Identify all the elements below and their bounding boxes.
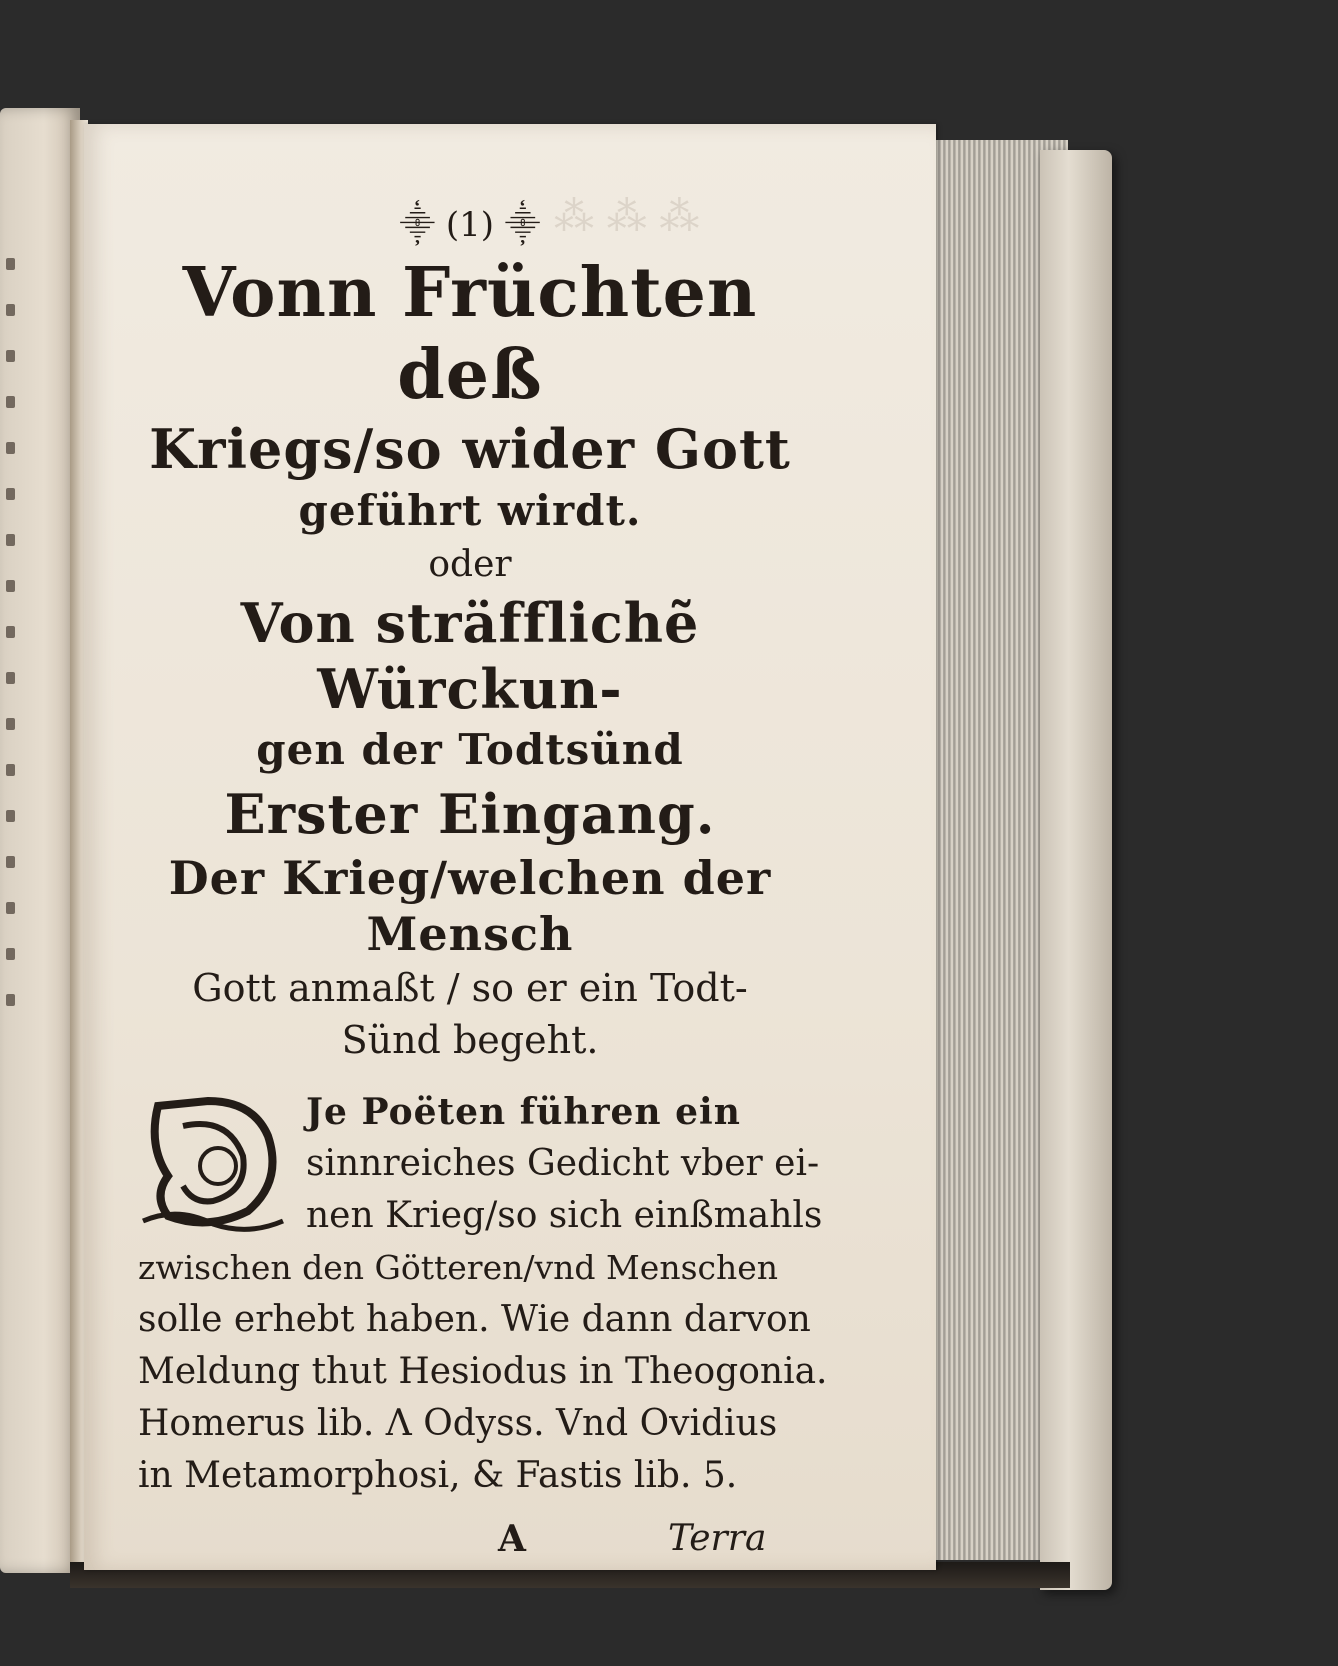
body-line-1: Je Poëten führen ein xyxy=(306,1091,741,1133)
body-line-3: nen Krieg/so sich einßmahls xyxy=(306,1195,823,1236)
back-cover-edge xyxy=(1040,150,1112,1590)
left-page-edge xyxy=(0,108,80,1573)
page-number-row xyxy=(138,200,802,246)
page-footer xyxy=(138,1518,802,1578)
title-line-2: Kriegs/so wider Gott xyxy=(149,417,791,481)
ornament-right-icon: ⸎ xyxy=(504,205,541,245)
subtitle-line-3: Sünd begeht. xyxy=(341,1018,599,1062)
chapter-heading: Erster Eingang. xyxy=(224,782,716,846)
body-line-4: zwischen den Götteren/vnd Menschen xyxy=(138,1248,779,1287)
body-line-8: in Metamorphosi, & Fastis lib. 5. xyxy=(138,1455,738,1496)
body-line-7: Homerus lib. Λ Odyss. Vnd Ovidius xyxy=(138,1403,778,1444)
subtitle-line-1: Der Krieg/welchen der Mensch xyxy=(168,851,772,961)
left-page-text-fragments xyxy=(6,258,26,1040)
ornamental-d-icon xyxy=(138,1086,288,1236)
page-number: (1) xyxy=(445,205,495,245)
decorated-initial xyxy=(138,1086,288,1236)
ornament-left-icon: ⸎ xyxy=(399,205,436,245)
show-through-text: ⁂ ⁂ ⁂ xyxy=(554,194,700,240)
title-line-6: gen der Todtsünd xyxy=(256,725,684,774)
body-line-2: sinnreiches Gedicht vber ei- xyxy=(306,1143,820,1184)
title-line-3: geführt wirdt. xyxy=(298,486,642,535)
page-text xyxy=(138,200,828,1578)
signature-mark: A xyxy=(498,1518,526,1560)
title-line-1: Vonn Früchten deß xyxy=(182,253,758,415)
body-line-5: solle erhebt haben. Wie dann darvon xyxy=(138,1299,811,1340)
title-line-5: Von sträfflichẽ Würckun- xyxy=(240,591,700,721)
body-line-6: Meldung thut Hesiodus in Theogonia. xyxy=(138,1351,828,1392)
title-oder: oder xyxy=(428,544,512,585)
subtitle-line-2: Gott anmaßt / so er ein Todt- xyxy=(192,966,748,1010)
catchword: Terra xyxy=(668,1518,767,1559)
body-text xyxy=(138,1086,828,1502)
